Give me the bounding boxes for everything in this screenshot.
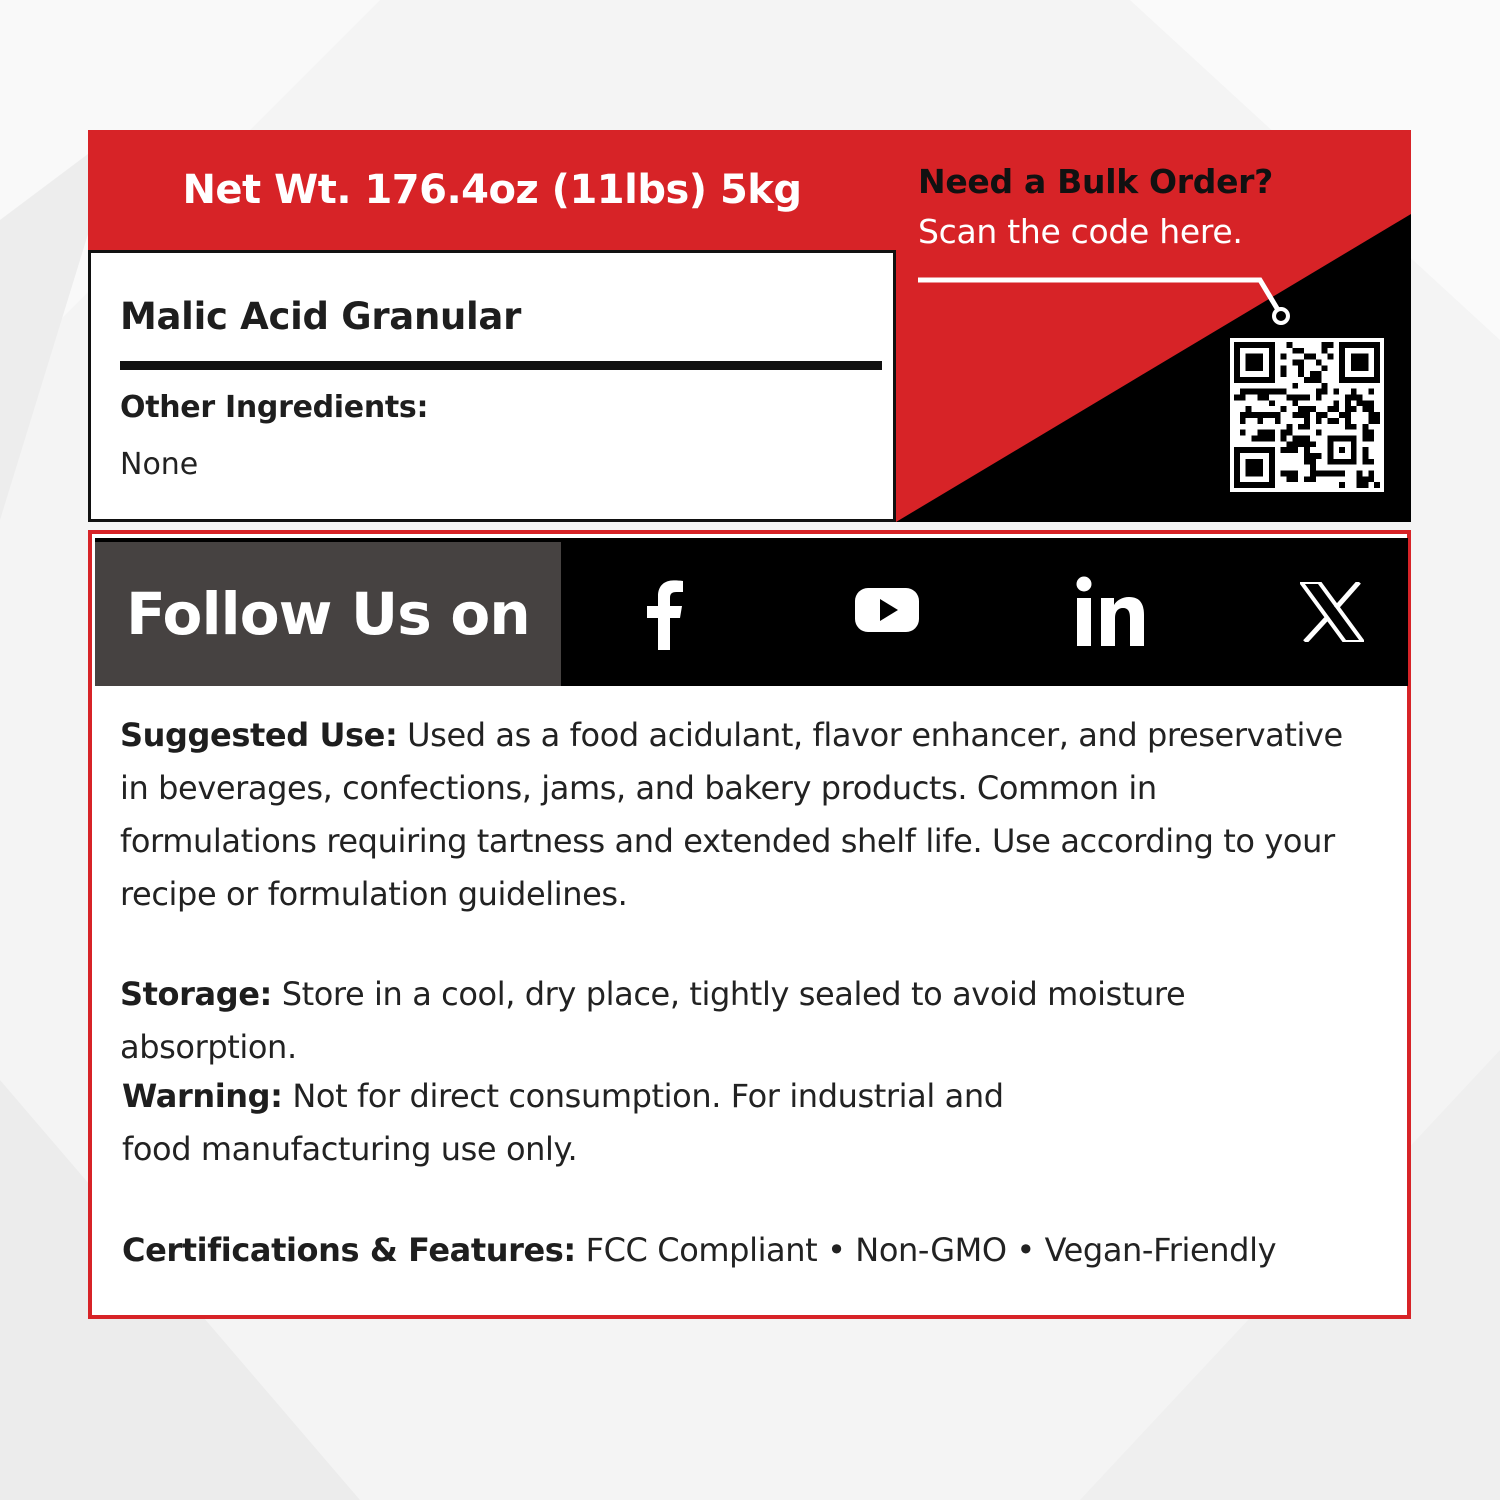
certifications-label: Certifications & Features: — [122, 1231, 576, 1269]
follow-us-label: Follow Us on — [126, 580, 530, 648]
follow-us-box — [95, 542, 561, 686]
warning-section — [122, 1070, 1082, 1176]
suggested-use-label: Suggested Use: — [120, 716, 398, 754]
x-icon[interactable] — [1300, 582, 1364, 642]
certifications-text: FCC Compliant • Non-GMO • Vegan-Friendly — [575, 1231, 1277, 1269]
facebook-icon[interactable] — [642, 578, 686, 650]
warning-text: Not for direct consumption. For industrial and food manufacturing use only. — [122, 1077, 1004, 1168]
certifications-section — [122, 1224, 1362, 1277]
other-ingredients-value: None — [120, 447, 199, 482]
social-bar — [95, 538, 1408, 686]
storage-text: Store in a cool, dry place, tightly sealed to avoid moisture absorption. — [120, 975, 1186, 1066]
bulk-order-title: Need a Bulk Order? — [918, 162, 1273, 201]
linkedin-icon[interactable] — [1075, 576, 1147, 648]
qr-code-icon[interactable] — [1230, 338, 1384, 492]
product-info-panel — [88, 530, 1411, 1319]
bulk-order-subtitle: Scan the code here. — [918, 212, 1243, 251]
net-weight: Net Wt. 176.4oz (11lbs) 5kg — [182, 167, 802, 213]
suggested-use-section — [120, 709, 1360, 921]
youtube-icon[interactable] — [855, 586, 919, 636]
product-label-top — [88, 130, 1411, 522]
product-name: Malic Acid Granular — [120, 295, 522, 338]
other-ingredients-label: Other Ingredients: — [120, 390, 429, 425]
storage-section — [120, 968, 1360, 1074]
suggested-use-text: Used as a food acidulant, flavor enhancer, and preservative in beverages, confections, jams, and bakery products. Common in formulations requiring tartness and extended shelf life. Use according to your recipe or formulation guidelines. — [120, 716, 1343, 913]
storage-label: Storage: — [120, 975, 272, 1013]
pointer-line-icon — [88, 130, 1411, 522]
warning-label: Warning: — [122, 1077, 283, 1115]
